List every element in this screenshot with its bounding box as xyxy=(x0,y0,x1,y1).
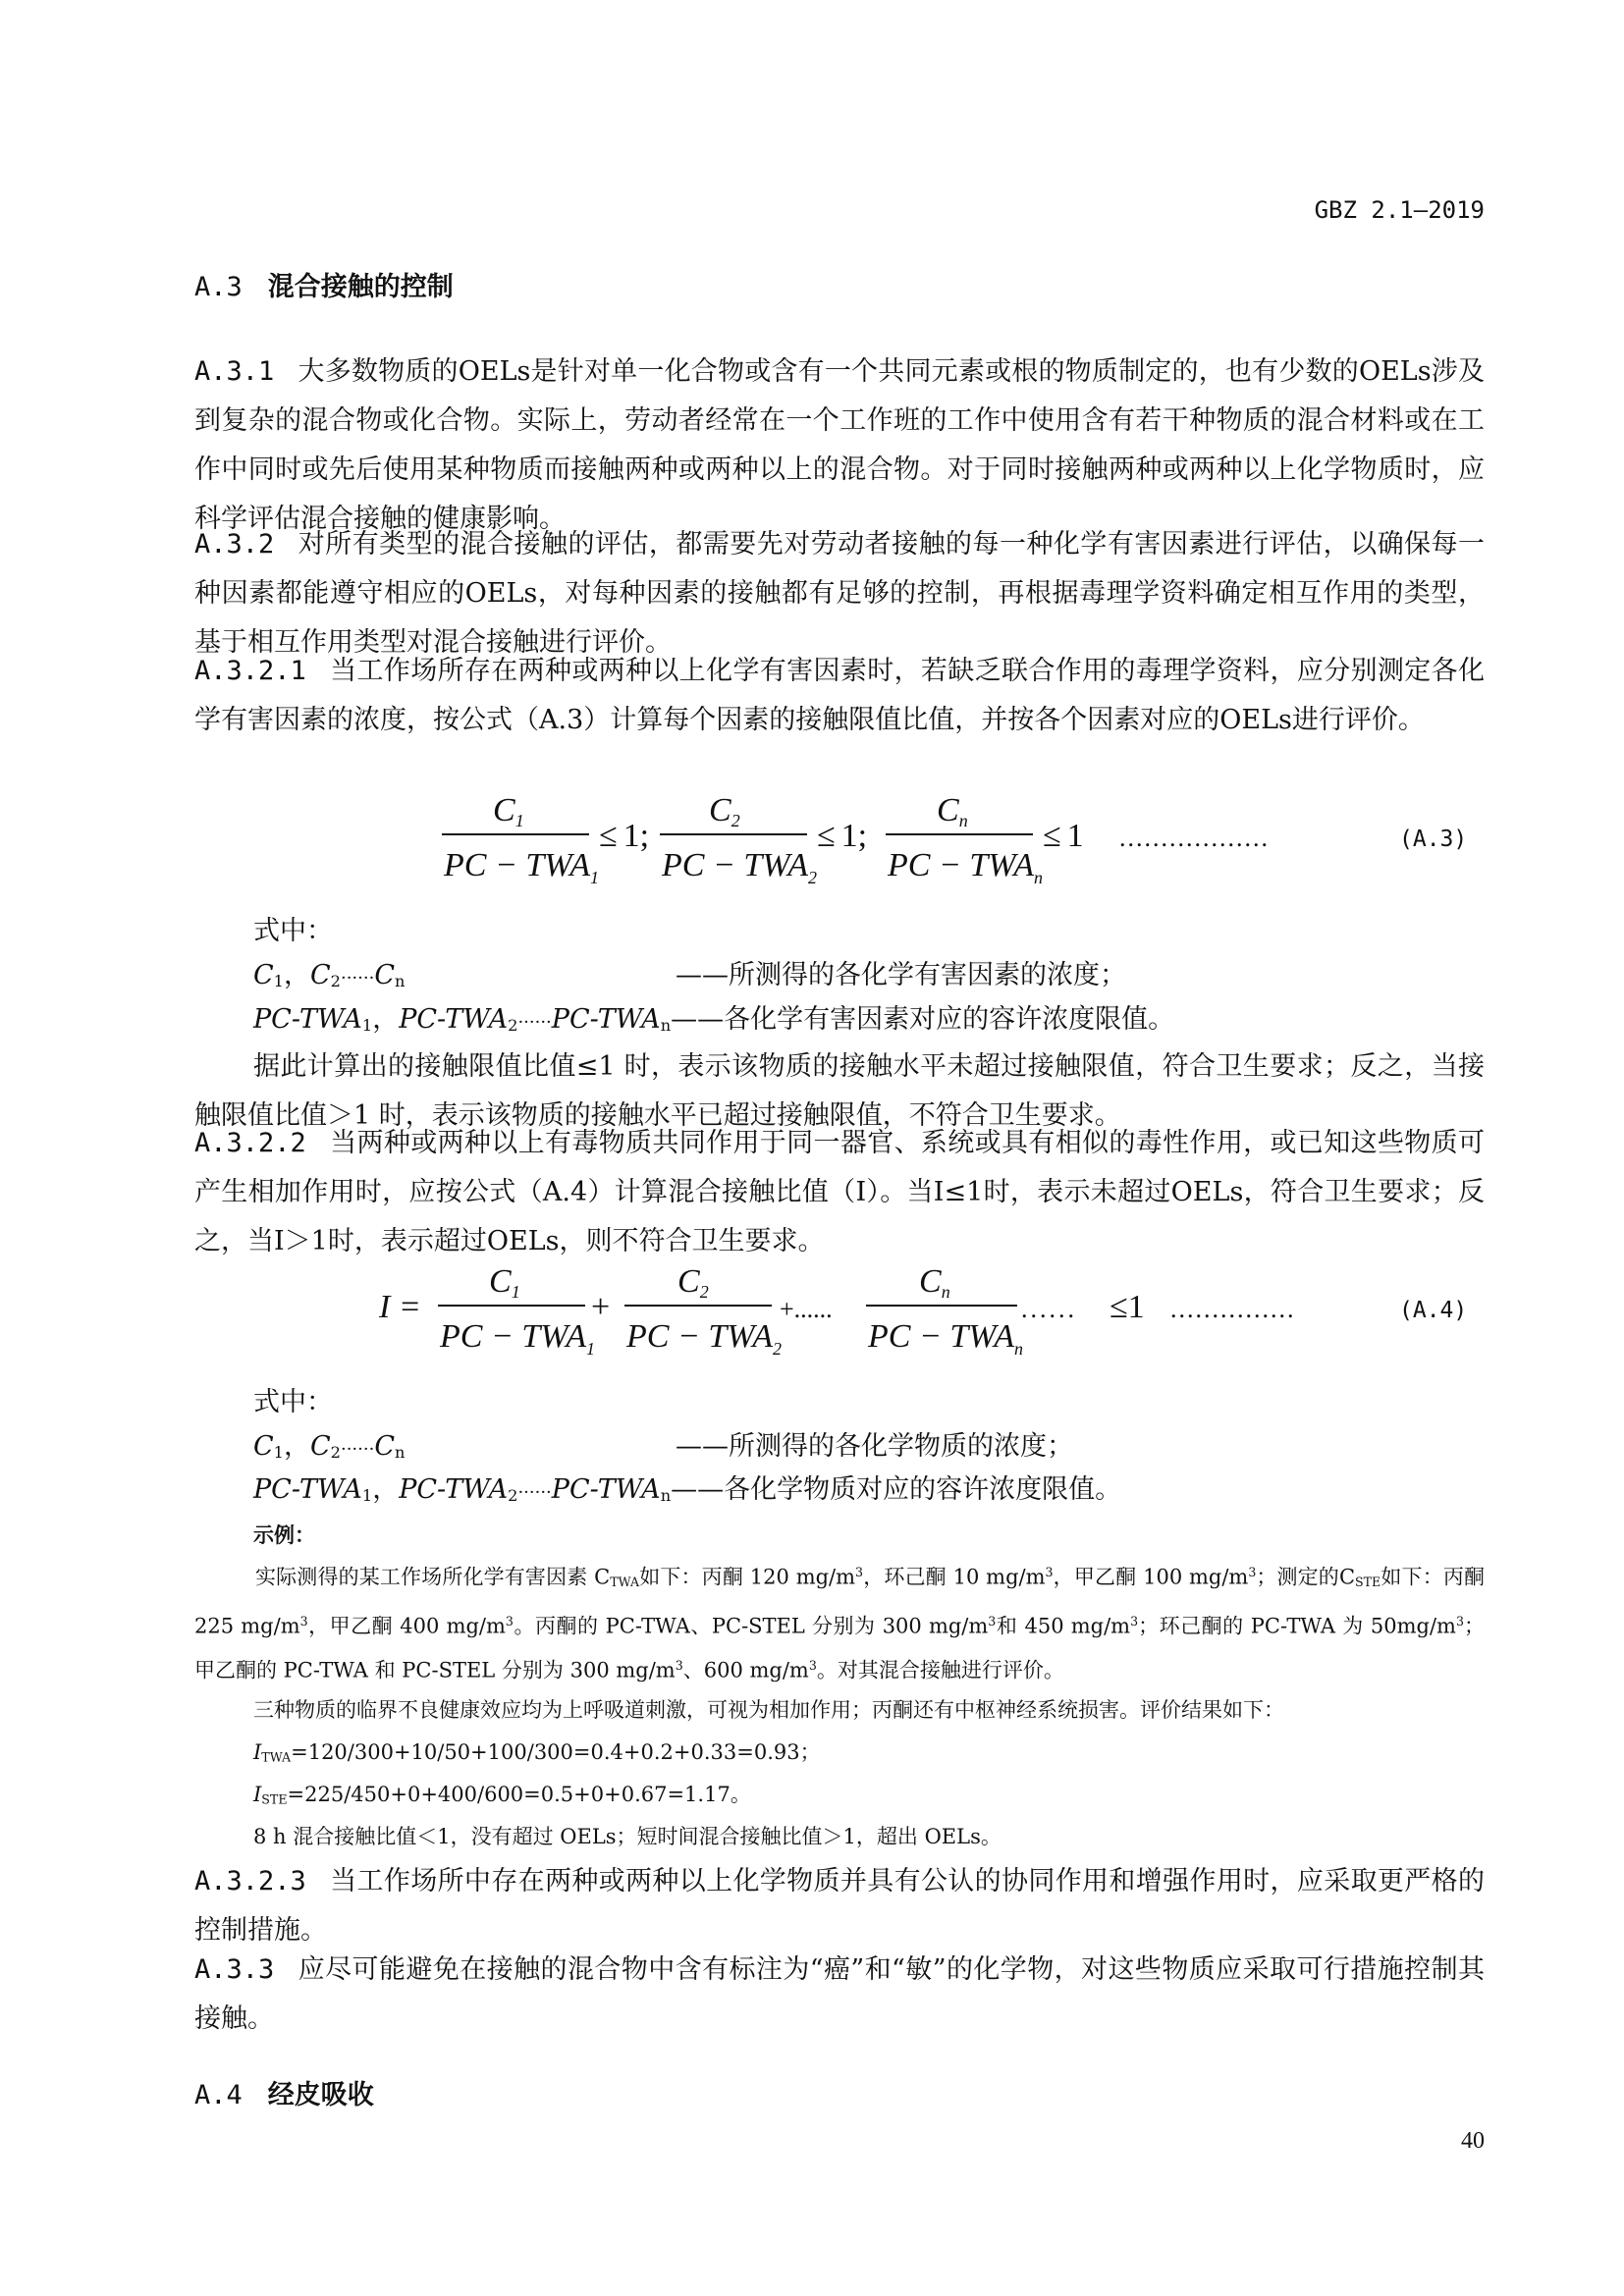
numerator-c2: C2 xyxy=(709,792,740,830)
clause-number: A.3.2.1 xyxy=(194,656,306,686)
denominator-2: PC − $TWA_2$ xyxy=(662,847,818,887)
section-title: 经皮吸收 xyxy=(267,2080,374,2110)
formula-a-4 xyxy=(373,1256,1492,1364)
example-conclusion: 8 h 混合接触比值＜1，没有超过 OELs；短时间混合接触比值＞1，超出 OELs。 xyxy=(253,1825,1001,1848)
denominator-2: PC − $TWA_2$ xyxy=(626,1318,783,1359)
page-number: 40 xyxy=(1461,2128,1485,2154)
result-paragraph: 据此计算出的接触限值比值≤1 时，表示该物质的接触水平未超过接触限值，符合卫生要求；反之，当接触限值比值＞1 时，表示该物质的接触水平已超过接触限值，不符合卫生要求。 xyxy=(194,1051,1485,1131)
clause-a-3-3 xyxy=(194,1946,1485,2044)
clause-number: A.3.3 xyxy=(194,1954,275,1985)
clause-a-3-2-3 xyxy=(194,1857,1485,1955)
variable-pctwa: $PC-TWA_1$，$PC-TWA_2\cdot\cdot\cdot\cdot\cdot\cdot PC-TWA_n——$各化学物质对应的容许浓度限值。 xyxy=(253,1474,1122,1506)
variable-c-list: $C_1$，$C_2\cdot\cdot\cdot\cdot\cdot\cdot C_n$ xyxy=(253,1431,406,1463)
clause-number: A.3.2.2 xyxy=(194,1128,306,1158)
section-heading-a4 xyxy=(194,2073,374,2111)
clause-a-3-2-2 xyxy=(194,1119,1485,1266)
variable-c-description: ——所测得的各化学物质的浓度； xyxy=(676,1431,1073,1462)
mid-dots: ...... xyxy=(1021,1295,1077,1323)
numerator-c1: C1 xyxy=(489,1263,520,1302)
le-2: ≤ 1; xyxy=(817,818,868,854)
clause-text: 应尽可能避免在接触的混合物中含有标注为“癌”和“敏”的化学物，对这些物质应采取可行措施控制其接触。 xyxy=(194,1954,1485,2034)
clause-number: A.3.1 xyxy=(194,356,275,387)
equation-label: (A.4) xyxy=(1399,1298,1468,1323)
clause-text: 当工作场所存在两种或两种以上化学有害因素时，若缺乏联合作用的毒理学资料，应分别测定各化学有害因素的浓度，按公式（A.3）计算每个因素的接触限值比值，并按各个因素对应的OELs进行评价。 xyxy=(194,656,1485,735)
where-label: 式中： xyxy=(253,1387,333,1417)
section-number: A.4 xyxy=(194,2080,243,2110)
variable-pctwa: $PC-TWA_1$，$PC-TWA_2\cdot\cdot\cdot\cdot\cdot\cdot PC-TWA_n——$各化学有害因素对应的容许浓度限值。 xyxy=(253,1004,1175,1036)
section-number: A.3 xyxy=(194,272,243,302)
clause-text: 大多数物质的OELs是针对单一化合物或含有一个共同元素或根的物质制定的，也有少数的OELs涉及到复杂的混合物或化合物。实际上，劳动者经常在一个工作班的工作中使用含有若干种物质的混合材料或在工作中同时或先后使用某种物质而接触两种或两种以上的混合物。对于同时接触两种或两种以上化学物质时，应科学评估混合接触的健康影响。 xyxy=(194,356,1485,534)
numerator-c2: C2 xyxy=(677,1263,709,1302)
clause-text: 当工作场所中存在两种或两种以上化学物质并具有公认的协同作用和增强作用时，应采取更严格的控制措施。 xyxy=(194,1866,1485,1946)
denominator-1: PC − $TWA_1$ xyxy=(440,1318,596,1359)
example-paragraph-2: 三种物质的临界不良健康效应均为上呼吸道刺激，可视为相加作用；丙酮还有中枢神经系统损害。评价结果如下： xyxy=(253,1698,1284,1722)
denominator-n: PC − $TWA_n$ xyxy=(888,847,1044,887)
where-label: 式中： xyxy=(253,916,333,946)
numerator-c1: C1 xyxy=(493,792,524,830)
le-one: ≤1 xyxy=(1110,1289,1145,1325)
le-1: ≤ 1; xyxy=(599,818,650,854)
le-n: ≤ 1 xyxy=(1043,818,1084,854)
plus: + xyxy=(591,1289,611,1325)
plus-dots: +...... xyxy=(780,1295,833,1323)
example-itwa: $I_{TWA}=120/300+10/50+100/300=0.4+0.2+0.33=0.93$； xyxy=(253,1740,821,1765)
leader-dots: .................. xyxy=(1119,824,1270,852)
denominator-n: PC − $TWA_n$ xyxy=(868,1318,1024,1359)
clause-number: A.3.2 xyxy=(194,529,275,560)
example-iste: $I_{STE}=225/450+0+400/600=0.5+0+0.67=1.17$。 xyxy=(253,1783,751,1807)
numerator-cn: Cn xyxy=(919,1263,950,1302)
section-title: 混合接触的控制 xyxy=(267,272,454,302)
example-paragraph-1: 实际测得的某工作场所化学有害因素 $C_{TWA}$如下：丙酮 120 $mg/m^3$，环己酮 10 $mg/m^3$，甲乙酮 100 $mg/m^3$；测定的$C_{STE}$如下：丙酮 225 $mg/m^3$，甲乙酮 400 $mg/m^3$。丙酮的 PC-TWA、PC-STEL 分别为 300 $mg/m^3$和 450 $mg/m^3$；环己酮的 PC-TWA 为 $50mg/m^3$；甲乙酮的 PC-TWA 和 PC-STEL 分别为 300 $mg/m^3$、600 $mg/m^3$。对其混合接触进行评价。 xyxy=(194,1565,1486,1682)
denominator-1: PC − $TWA_1$ xyxy=(444,847,600,887)
clause-a-3-2-1 xyxy=(194,647,1485,745)
variable-c-description: ——所测得的各化学有害因素的浓度； xyxy=(676,960,1126,990)
clause-text: 当两种或两种以上有毒物质共同作用于同一器官、系统或具有相似的毒性作用，或已知这些物质可产生相加作用时，应按公式（A.4）计算混合接触比值（I）。当I≤1时，表示未超过OELs，符合卫生要求；反之，当I＞1时，表示超过OELs，则不符合卫生要求。 xyxy=(194,1128,1485,1256)
clause-text: 对所有类型的混合接触的评估，都需要先对劳动者接触的每一种化学有害因素进行评估，以确保每一种因素都能遵守相应的OELs，对每种因素的接触都有足够的控制，再根据毒理学资料确定相互作用的类型，基于相互作用类型对混合接触进行评价。 xyxy=(194,529,1485,658)
clause-a-3-1 xyxy=(194,347,1485,544)
lhs-i: I = xyxy=(379,1289,421,1325)
example-label: 示例： xyxy=(253,1523,315,1547)
clause-a-3-2 xyxy=(194,520,1485,667)
doc-code: GBZ 2.1—2019 xyxy=(1314,196,1485,224)
formula-a-3 xyxy=(432,785,1492,893)
leader-dots: ............... xyxy=(1170,1295,1296,1323)
variable-c-list: $C_1$，$C_2\cdot\cdot\cdot\cdot\cdot\cdot C_n$ xyxy=(253,960,406,991)
numerator-cn: Cn xyxy=(937,792,968,830)
section-heading-a3 xyxy=(194,265,454,303)
equation-label: (A.3) xyxy=(1399,827,1468,852)
clause-number: A.3.2.3 xyxy=(194,1866,306,1896)
